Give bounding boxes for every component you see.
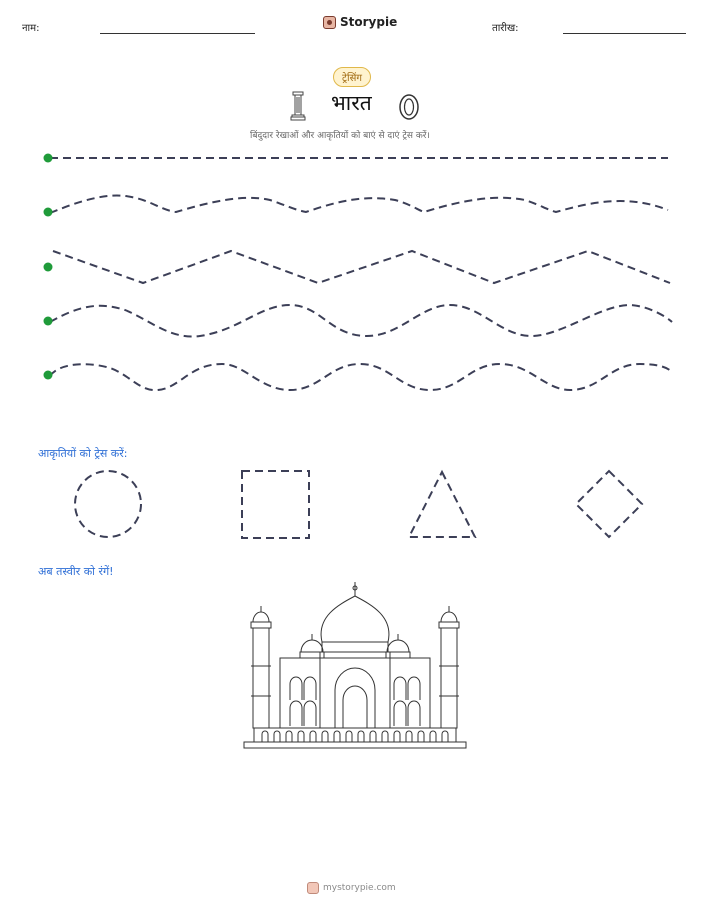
start-dot — [44, 263, 53, 272]
trace-line-wave-1 — [50, 196, 668, 213]
start-dot — [44, 208, 53, 217]
zero-digit-icon — [398, 93, 420, 121]
start-dot — [44, 371, 53, 380]
trace-square — [242, 471, 309, 538]
trace-circle — [75, 471, 141, 537]
name-line[interactable] — [100, 33, 255, 34]
tracing-badge: ट्रेसिंग — [333, 67, 371, 87]
date-line[interactable] — [563, 33, 686, 34]
trace-line-wave-3 — [50, 364, 672, 390]
start-dot — [44, 317, 53, 326]
brand-name: Storypie — [340, 15, 398, 29]
storypie-footer-icon — [307, 882, 319, 894]
shapes-heading: आकृतियों को ट्रेस करें: — [38, 447, 128, 460]
name-label: नाम: — [22, 23, 40, 34]
start-dot — [44, 154, 53, 163]
tracing-lines — [0, 140, 709, 400]
taj-mahal-illustration — [240, 576, 470, 752]
storypie-logo-icon — [323, 16, 336, 29]
footer-brand[interactable] — [307, 882, 396, 894]
footer-url: mystorypie.com — [323, 883, 396, 893]
trace-line-wave-2 — [50, 305, 672, 337]
date-label: तारीख: — [492, 23, 519, 34]
page-title: भारत — [331, 91, 372, 115]
pillar-icon — [290, 91, 306, 121]
brand-logo — [323, 15, 397, 29]
trace-line-zigzag — [53, 251, 670, 283]
trace-triangle — [409, 472, 475, 537]
instruction-text: बिंदुदार रेखाओं और आकृतियों को बाएं से दाएं ट्रेस करें। — [250, 131, 430, 141]
trace-diamond — [576, 471, 642, 537]
trace-shapes — [0, 460, 709, 550]
color-heading: अब तस्वीर को रंगें! — [38, 565, 114, 578]
